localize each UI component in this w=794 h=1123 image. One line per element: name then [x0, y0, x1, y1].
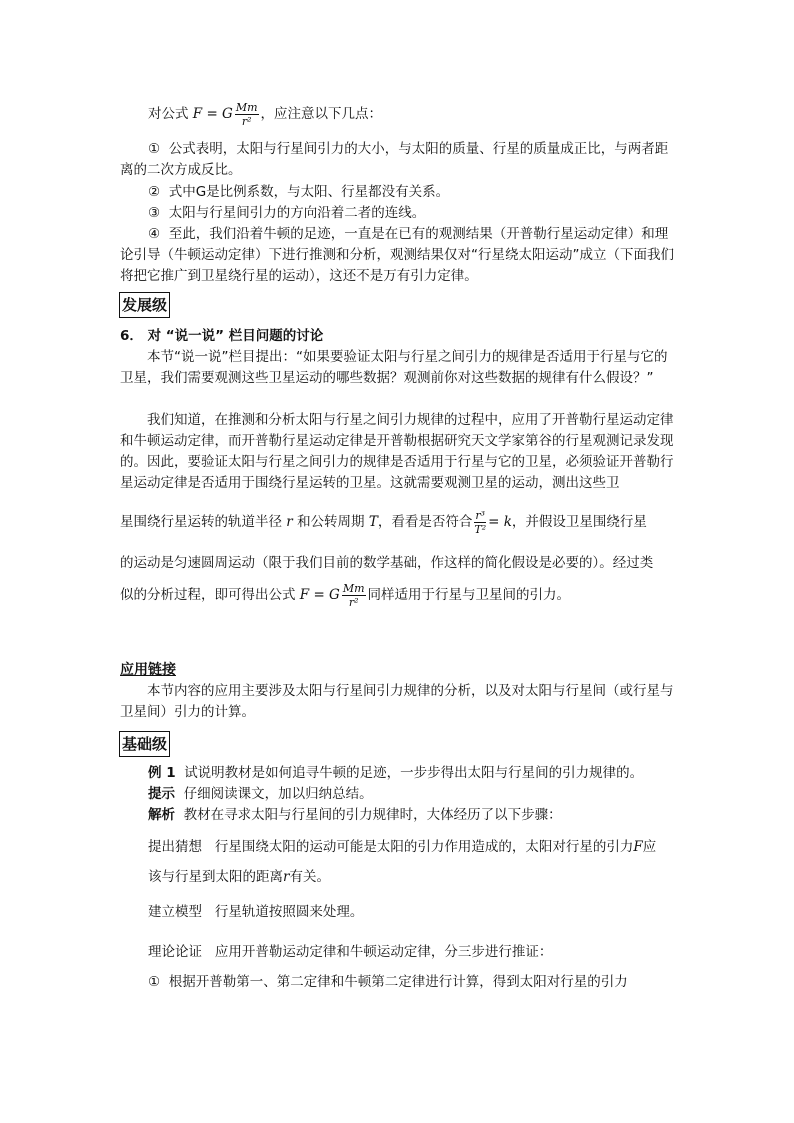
- line3-text-a: 星围绕行星运转的轨道半径: [120, 514, 282, 530]
- point-2: [120, 182, 676, 203]
- step-1-line1: [148, 837, 678, 857]
- point-3-text: 太阳与行星间引力的方向沿着二者的连线。: [168, 205, 426, 221]
- step-1-var-F: F: [633, 839, 643, 855]
- example-1: [148, 763, 678, 784]
- step-1-label: 提出猜想: [148, 839, 202, 855]
- step-1-line2: [148, 867, 678, 888]
- line3-text-b: 和公转周期: [297, 514, 365, 530]
- line5-fraction: [342, 582, 366, 609]
- step-4-marker: ①: [148, 974, 161, 990]
- kepler-eq: = k: [488, 514, 512, 530]
- intro-formula-lhs: F = G: [192, 106, 233, 122]
- step-1-var-r: r: [283, 869, 290, 885]
- step-1-text-a: 行星围绕太阳的运动可能是太阳的引力作用造成的，太阳对行星的引力: [214, 839, 634, 855]
- step-3: [148, 942, 678, 963]
- intro-fraction-num: Mm: [235, 100, 258, 114]
- intro-line: [148, 99, 678, 129]
- intro-suffix: ，应注意以下几点：: [260, 106, 383, 122]
- point-4-marker: ④: [148, 226, 161, 242]
- line3-text-c: ，看看是否符合: [377, 514, 473, 530]
- example-text: 试说明教材是如何追寻牛顿的足迹，一步步得出太阳与行星间的引力规律的。: [184, 765, 644, 781]
- point-2-text: 式中G是比例系数，与太阳、行星都没有关系。: [168, 184, 450, 200]
- line5-text-b: 同样适用于行星与卫星间的引力。: [367, 587, 571, 603]
- point-4-text: 至此，我们沿着牛顿的足迹，一直是在已有的观测结果（开普勒行星运动定律）和理论引导（牛顿运动定律）下进行推测和分析，观测结果仅对“行星绕太阳运动”成立（下面我们将把它推广到卫星绕行星的运动），这还不是万有引力定律。: [120, 226, 674, 284]
- step-4: [148, 972, 678, 993]
- hint-text: 仔细阅读课文，加以归纳总结。: [183, 786, 373, 802]
- level-box-basic: 基础级: [119, 731, 170, 757]
- example-label: 例 1: [148, 765, 176, 781]
- point-1-marker: ①: [148, 141, 161, 157]
- step-3-text: 应用开普勒运动定律和牛顿运动定律，分三步进行推证：: [214, 944, 553, 960]
- app-title-wrap: [120, 660, 676, 681]
- analysis-label: 解析: [148, 807, 175, 823]
- step-4-text: 根据开普勒第一、第二定律和牛顿第二定律进行计算，得到太阳对行星的引力: [168, 974, 628, 990]
- step-1-text-b: 应: [642, 839, 657, 855]
- kepler-fraction-num: r³: [475, 508, 486, 522]
- section-6-line3: [120, 507, 676, 537]
- section-6-para1: 本节“说一说”栏目提出：“如果要验证太阳与行星之间引力的规律是否适用于行星与它的卫星，我们需要观测这些卫星运动的哪些数据？观测前你对这些数据的规律有什么假设？”: [120, 349, 668, 386]
- line5-fraction-num: Mm: [342, 581, 365, 595]
- section-6-line5: [120, 580, 676, 610]
- step-1-text-d: 有关。: [289, 869, 330, 885]
- point-1: [120, 139, 676, 181]
- kepler-fraction: [474, 509, 486, 536]
- line3-text-d: ，并假设卫星围绕行星: [511, 514, 647, 530]
- intro-fraction: [235, 101, 259, 128]
- step-2-text: 行星轨道按照圆来处理。: [214, 904, 364, 920]
- section-6-line4: 的运动是匀速圆周运动（限于我们目前的数学基础，作这样的简化假设是必要的）。经过类: [120, 555, 654, 571]
- line3-var-T: T: [368, 514, 378, 530]
- line3-var-r: r: [286, 514, 293, 530]
- line5-fraction-den: r²: [348, 595, 359, 609]
- section-6-title: 6． 对 “说一说” 栏目问题的讨论: [120, 328, 324, 344]
- point-3-marker: ③: [148, 205, 161, 221]
- step-2-label: 建立模型: [148, 904, 202, 920]
- line5-formula-lhs: F = G: [299, 587, 340, 603]
- step-1-text-c: 该与行星到太阳的距离: [148, 869, 283, 885]
- app-title: 应用链接: [120, 662, 176, 678]
- analysis-text: 教材在寻求太阳与行星间的引力规律时，大体经历了以下步骤：: [183, 807, 562, 823]
- point-1-text: 公式表明，太阳与行星间引力的大小，与太阳的质量、行星的质量成正比，与两者距离的二次方成反比。: [120, 141, 669, 178]
- app-para: 本节内容的应用主要涉及太阳与行星间引力规律的分析，以及对太阳与行星间（或行星与卫星间）引力的计算。: [120, 683, 674, 720]
- level-box-advanced: 发展级: [119, 292, 170, 318]
- hint: [148, 784, 678, 805]
- step-3-label: 理论论证: [148, 944, 202, 960]
- intro-prefix: 对公式: [148, 106, 189, 122]
- step-2: [148, 902, 678, 923]
- kepler-fraction-den: T²: [474, 522, 487, 536]
- point-3: [120, 203, 676, 224]
- analysis: [148, 805, 678, 826]
- point-2-marker: ②: [148, 184, 161, 200]
- intro-fraction-den: r²: [241, 114, 252, 128]
- section-6-para2: 我们知道，在推测和分析太阳与行星之间引力规律的过程中，应用了开普勒行星运动定律和牛顿运动定律，而开普勒行星运动定律是开普勒根据研究天文学家第谷的行星观测记录发现的。因此，要验证太阳与行星之间引力的规律是否适用于行星与它的卫星，必须验证开普勒行星运动定律是否适用于围绕行星运转的卫星。这就需要观测卫星的运动，测出这些卫: [120, 412, 674, 491]
- point-4: [120, 224, 676, 287]
- line5-text-a: 似的分析过程，即可得出公式: [120, 587, 296, 603]
- hint-label: 提示: [148, 786, 175, 802]
